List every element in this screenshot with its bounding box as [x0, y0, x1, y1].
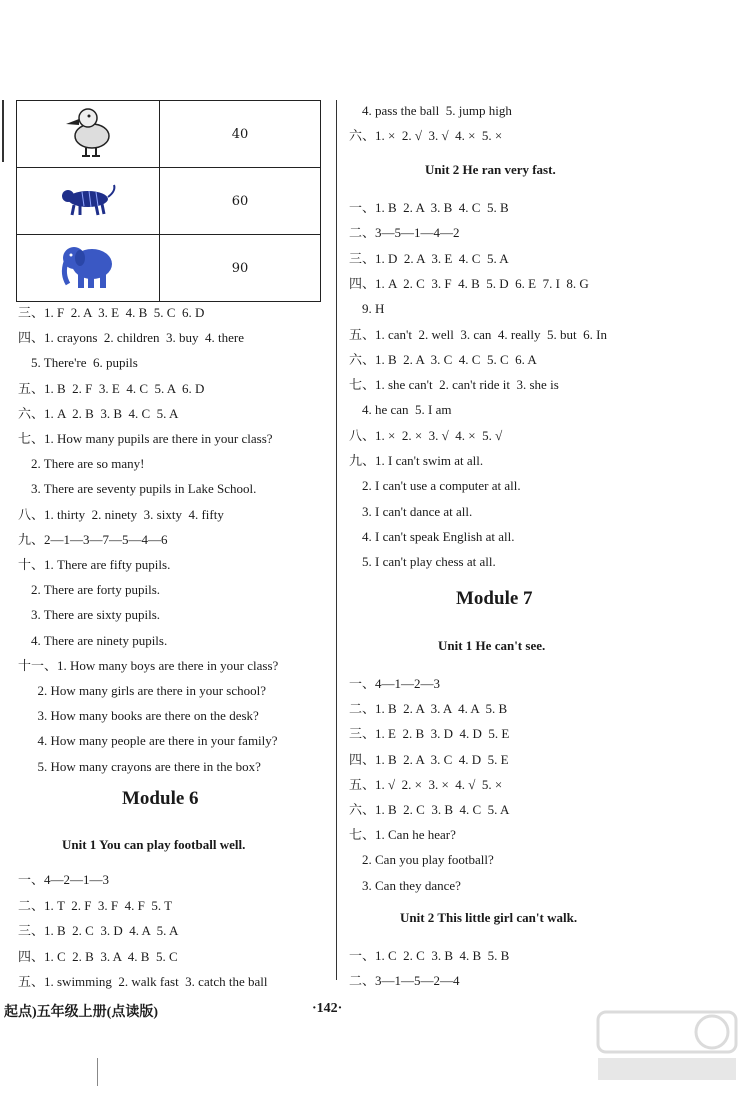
answer-line: 3. Can they dance? [349, 877, 461, 893]
answer-line: 三、1. D 2. A 3. E 4. C 5. A [349, 250, 509, 266]
answer-line: 5. I can't play chess at all. [349, 554, 496, 570]
elephant-image [17, 235, 160, 302]
answer-line: 五、1. can't 2. well 3. can 4. really 5. but 6. In [349, 326, 607, 342]
answer-line: 十一、1. How many boys are there in your class? [18, 657, 279, 673]
answer-line: 3. There are sixty pupils. [18, 607, 161, 623]
answer-line: 六、1. × 2. √ 3. √ 4. × 5. × [349, 128, 503, 143]
module-7-unit-1-title: Unit 1 He can't see. [438, 638, 546, 653]
answer-line: 3. There are seventy pupils in Lake School. [18, 481, 257, 497]
table-row [17, 101, 321, 168]
answer-line: 四、1. C 2. B 3. A 4. B 5. C [18, 948, 178, 964]
answer-line: 4. I can't speak English at all. [349, 528, 515, 544]
answer-line: 五、1. swimming 2. walk fast 3. catch the ball [18, 974, 268, 989]
answer-line: 9. H [349, 301, 385, 317]
table-row [17, 235, 321, 302]
answer-line: 4. pass the ball 5. jump high [349, 103, 512, 118]
module-7-unit-2-title: Unit 2 This little girl can't walk. [400, 910, 578, 925]
answer-line: 五、1. √ 2. × 3. × 4. √ 5. × [349, 776, 503, 792]
module-6-title: Module 6 [122, 788, 199, 809]
answer-line: 三、1. F 2. A 3. E 4. B 5. C 6. D [18, 305, 205, 320]
book-title: 起点)五年级上册(点读版) [4, 1005, 158, 1020]
answer-line: 八、1. × 2. × 3. √ 4. × 5. √ [349, 427, 503, 443]
answer-line: 4. he can 5. I am [349, 402, 452, 418]
answer-line: 2. How many girls are there in your school? [18, 683, 267, 698]
watermark-logo [592, 1006, 742, 1086]
answer-line: 九、1. I can't swim at all. [349, 453, 484, 468]
table-cell-value: 60 [160, 168, 321, 235]
answer-line: 二、1. B 2. A 3. A 4. A 5. B [349, 701, 508, 717]
answer-line: 2. Can you play football? [349, 852, 494, 868]
answer-line: 六、1. B 2. A 3. C 4. C 5. C 6. A [349, 351, 537, 367]
answer-line: 一、4—2—1—3 [18, 872, 110, 887]
table-cell-value: 40 [160, 101, 321, 168]
answer-line: 四、1. crayons 2. children 3. buy 4. there [18, 330, 245, 346]
margin-tick [97, 1058, 98, 1086]
answer-line: 2. There are forty pupils. [18, 582, 160, 598]
module-7-title: Module 7 [456, 588, 533, 609]
answer-line: 2. I can't use a computer at all. [349, 478, 521, 494]
answer-line: 2. There are so many! [18, 456, 145, 472]
answer-line: 五、1. B 2. F 3. E 4. C 5. A 6. D [18, 380, 205, 396]
table-row [17, 168, 321, 235]
answer-table [16, 100, 321, 302]
answer-line: 六、1. A 2. B 3. B 4. C 5. A [18, 405, 179, 421]
answer-line: 一、1. C 2. C 3. B 4. B 5. B [349, 948, 510, 963]
answer-line: 八、1. thirty 2. ninety 3. sixty 4. fifty [18, 506, 224, 522]
table-cell-value: 90 [160, 235, 321, 302]
answer-line: 七、1. How many pupils are there in your class? [18, 431, 273, 446]
answer-line: 六、1. B 2. C 3. B 4. C 5. A [349, 802, 510, 817]
answer-line: 十、1. There are fifty pupils. [18, 557, 171, 572]
answer-line: 一、4—1—2—3 [349, 676, 441, 691]
answer-line: 四、1. B 2. A 3. C 4. D 5. E [349, 751, 509, 767]
unit-2-title: Unit 2 He ran very fast. [425, 162, 556, 177]
answer-line: 四、1. A 2. C 3. F 4. B 5. D 6. E 7. I 8. G [349, 275, 589, 291]
answer-line: 4. How many people are there in your family? [18, 733, 278, 749]
answer-line: 5. There're 6. pupils [18, 355, 138, 371]
duck-image [17, 101, 160, 168]
answer-line: 三、1. E 2. B 3. D 4. D 5. E [349, 726, 510, 742]
answer-line: 七、1. she can't 2. can't ride it 3. she is [349, 377, 559, 393]
answer-line: 3. How many books are there on the desk? [18, 708, 259, 724]
answer-line: 七、1. Can he hear? [349, 827, 456, 843]
answer-line: 5. How many crayons are there in the box? [18, 758, 261, 774]
answer-line: 一、1. B 2. A 3. B 4. C 5. B [349, 200, 509, 215]
column-divider [336, 100, 337, 980]
answer-line: 九、2—1—3—7—5—4—6 [18, 531, 168, 547]
page-edge-mark [2, 100, 4, 162]
answer-line: 二、3—1—5—2—4 [349, 973, 460, 988]
answer-line: 二、1. T 2. F 3. F 4. F 5. T [18, 897, 173, 913]
page-number: ·142· [312, 1001, 343, 1016]
tiger-image [17, 168, 160, 235]
module-6-unit-1-title: Unit 1 You can play football well. [62, 837, 246, 852]
answer-line: 二、3—5—1—4—2 [349, 225, 460, 241]
answer-line: 4. There are ninety pupils. [18, 632, 168, 648]
answer-line: 3. I can't dance at all. [349, 503, 473, 519]
answer-line: 三、1. B 2. C 3. D 4. A 5. A [18, 923, 179, 938]
